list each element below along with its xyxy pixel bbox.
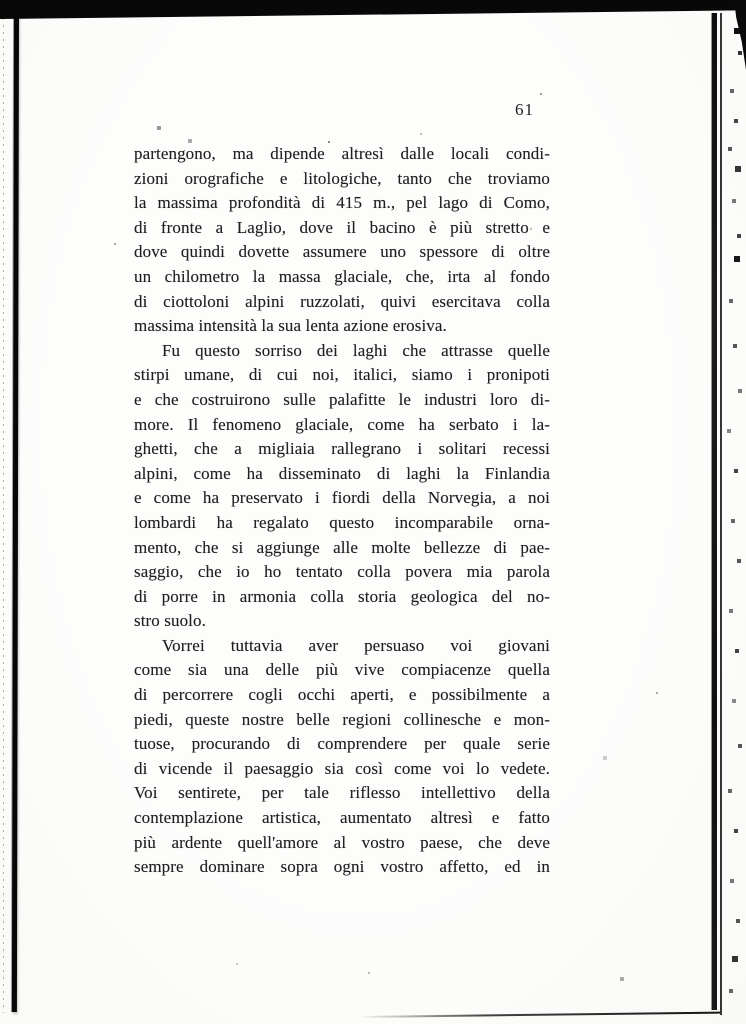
text-line: più ardente quell'amore al vostro paese, che deve bbox=[134, 832, 550, 852]
text-line: e come ha preservato i fiordi della Norvegia, a noi bbox=[134, 488, 550, 508]
text-line: di vicende il paesaggio sia così come voi lo vedete. bbox=[134, 758, 550, 778]
text-line: contemplazione artistica, aumentato altresì e fatto bbox=[134, 808, 550, 828]
text-line: piedi, queste nostre belle regioni collinesche e mon- bbox=[134, 709, 550, 729]
scan-edge-top-bar bbox=[0, 0, 740, 20]
text-line: come sia una delle più vive compiacenze quella bbox=[134, 660, 550, 680]
scan-edge-bottom-line bbox=[358, 1012, 720, 1018]
text-line: tuose, procurando di comprendere per quale serie bbox=[134, 734, 550, 754]
scan-dust-specks bbox=[0, 0, 2, 2]
text-line: la massima profondità di 415 m., pel lago di Como, bbox=[134, 193, 550, 213]
scan-left-faint-line bbox=[3, 18, 4, 1013]
page-edge-right-line bbox=[720, 13, 722, 1015]
text-line: alpini, come ha disseminato di laghi la Finlandia bbox=[134, 463, 550, 483]
page-edge-right-shadow bbox=[712, 13, 717, 1010]
text-line: zioni orografiche e litologiche, tanto che troviamo bbox=[134, 168, 550, 188]
text-line: di percorrere cogli occhi aperti, e possibilmente a bbox=[134, 685, 550, 705]
text-line: dove quindi dovette assumere uno spessore di oltre bbox=[134, 242, 550, 262]
text-line: e che costruirono sulle palafitte le industri loro di- bbox=[134, 389, 550, 409]
text-line: saggio, che io ho tentato colla povera mia parola bbox=[134, 562, 550, 582]
text-line: partengono, ma dipende altresì dalle locali condi- bbox=[134, 144, 550, 163]
text-line: Vorrei tuttavia aver persuaso voi giovani bbox=[162, 635, 550, 655]
text-line: stro suolo. bbox=[134, 611, 206, 631]
book-binding-edge-left bbox=[12, 15, 19, 1012]
text-line: mento, che si aggiunge alle molte bellezze di pae- bbox=[134, 537, 550, 557]
text-line: more. Il fenomeno glaciale, come ha serbato i la- bbox=[134, 414, 550, 434]
text-line: di ciottoloni alpini ruzzolati, quivi esercitava colla bbox=[134, 291, 550, 311]
text-line: ghetti, che a migliaia rallegrano i solitari recessi bbox=[134, 439, 550, 459]
text-line: di fronte a Laglio, dove il bacino è più stretto e bbox=[134, 217, 550, 237]
text-line: Voi sentirete, per tale riflesso intellettivo della bbox=[134, 783, 550, 803]
text-line: Fu questo sorriso dei laghi che attrasse quelle bbox=[162, 340, 550, 360]
text-line: massima intensità la sua lenta azione erosiva. bbox=[134, 316, 447, 336]
page-number: 61 bbox=[515, 100, 534, 119]
text-line: sempre dominare sopra ogni vostro affetto, ed in bbox=[134, 857, 550, 877]
text-block bbox=[134, 142, 550, 880]
scan-corner-blob-top-right bbox=[732, 0, 746, 70]
text-line: stirpi umane, di cui noi, italici, siamo i pronipoti bbox=[134, 365, 550, 385]
text-line: lombardi ha regalato questo incomparabile orna- bbox=[134, 512, 550, 532]
text-line: di porre in armonia colla storia geologica del no- bbox=[134, 586, 550, 606]
text-line: un chilometro la massa glaciale, che, irta al fondo bbox=[134, 266, 550, 286]
